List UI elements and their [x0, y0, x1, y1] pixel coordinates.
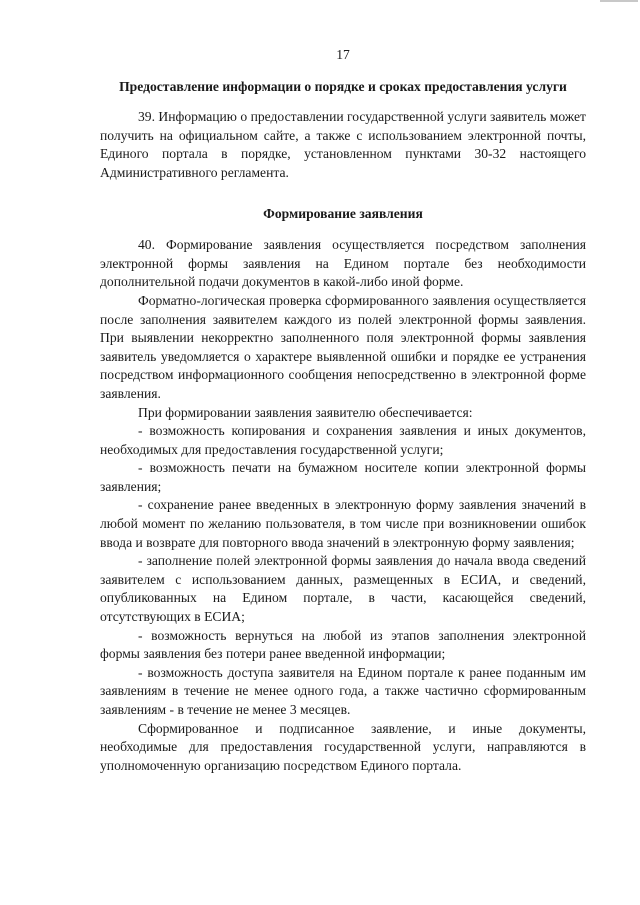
list-item-copy: - возможность копирования и сохранения заявления и иных документов, необходимых для предоставления государственной услуги; [100, 423, 586, 457]
list-item-save: - сохранение ранее введенных в электронную форму заявления значений в любой момент по желанию пользователя, в том числе при возникновении ошибок ввода и возврате для повторного ввода значений в электронную форму заявления; [100, 497, 586, 550]
list-item-access: - возможность доступа заявителя на Едином портале к ранее поданным им заявлениям в течение не менее одного года, а также частично сформированным заявлениям - в течение не менее 3 месяцев. [100, 664, 586, 717]
paragraph-39: 39. Информацию о предоставлении государственной услуги заявитель может получить на официальном сайте, а также с использованием электронной почты, Единого портала в порядке, установленном пунктами 30-32 настоящего Административного регламента. [100, 109, 586, 180]
section-heading-info: Предоставление информации о порядке и сроках предоставления услуги [119, 78, 567, 94]
list-item-prefill: - заполнение полей электронной формы заявления до начала ввода сведений заявителем с использованием данных, размещенных в ЕСИА, и сведений, опубликованных на Едином портале, в части, касающейся сведений, отсутствующих в ЕСИА; [100, 553, 586, 625]
document-page [100, 46, 586, 775]
paragraph-provided-intro: При формировании заявления заявителю обеспечивается: [138, 404, 473, 420]
page-edge-mark [600, 0, 638, 2]
section-heading-forming: Формирование заявления [263, 205, 423, 221]
paragraph-format-check: Форматно-логическая проверка сформированного заявления осуществляется после заполнения заявителем каждого из полей электронной формы заявления. При выявлении некорректно заполненного поля электронной формы заявления заявитель уведомляется о характере выявленной ошибки и порядке ее устранения посредством информационного сообщения непосредственно в электронной форме заявления. [100, 292, 586, 401]
page-number: 17 [336, 47, 350, 62]
paragraph-40: 40. Формирование заявления осуществляется посредством заполнения электронной формы заявления на Едином портале без необходимости дополнительной подачи документов в какой-либо иной форме. [100, 237, 586, 290]
list-item-print: - возможность печати на бумажном носителе копии электронной формы заявления; [100, 460, 586, 494]
list-item-return: - возможность вернуться на любой из этапов заполнения электронной формы заявления без потери ранее введенной информации; [100, 627, 586, 662]
paragraph-submission: Сформированное и подписанное заявление, и иные документы, необходимые для предоставления государственной услуги, направляются в уполномоченную организацию посредством Единого портала. [100, 720, 586, 773]
